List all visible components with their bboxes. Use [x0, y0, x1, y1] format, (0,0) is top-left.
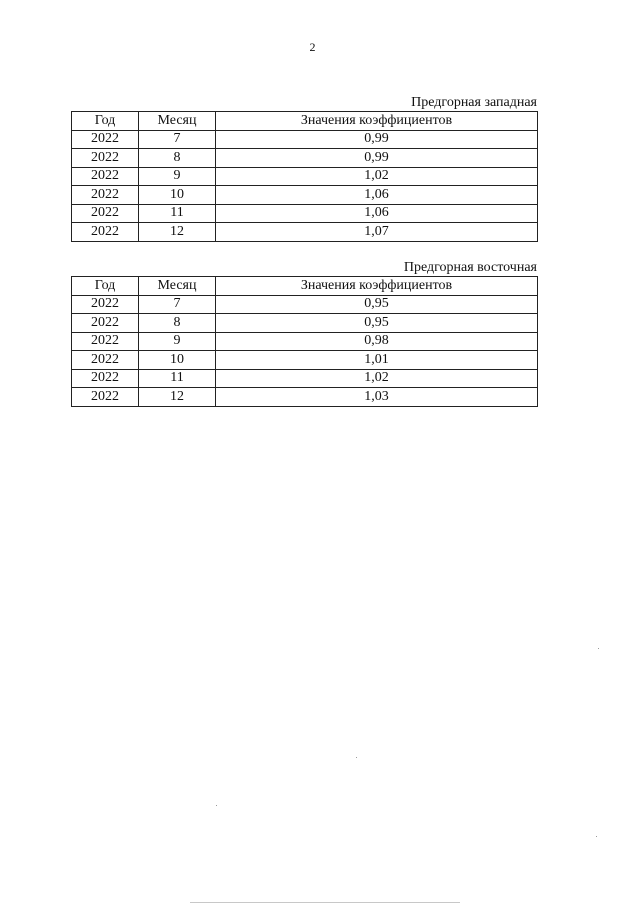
cell-value: 0,99 [216, 149, 538, 168]
bottom-edge-line [190, 902, 460, 903]
table-row [72, 351, 538, 370]
cell-year: 2022 [72, 314, 139, 333]
cell-year: 2022 [72, 167, 139, 186]
cell-value: 0,95 [216, 314, 538, 333]
coefficients-table [71, 276, 538, 407]
cell-year: 2022 [72, 223, 139, 242]
table-section-east [71, 260, 537, 407]
cell-value: 0,99 [216, 130, 538, 149]
cell-month: 11 [139, 204, 216, 223]
table-row [72, 186, 538, 205]
column-header-year: Год [72, 277, 139, 296]
scan-speck [216, 805, 217, 806]
cell-month: 7 [139, 130, 216, 149]
scan-speck [356, 757, 357, 758]
page-number: 2 [309, 40, 316, 54]
column-header-year: Год [72, 112, 139, 131]
cell-value: 1,02 [216, 369, 538, 388]
table-section-west [71, 95, 537, 242]
table-row [72, 388, 538, 407]
cell-year: 2022 [72, 369, 139, 388]
cell-value: 0,98 [216, 332, 538, 351]
table-row [72, 130, 538, 149]
cell-month: 12 [139, 388, 216, 407]
table-header-row [72, 112, 538, 131]
cell-year: 2022 [72, 388, 139, 407]
cell-month: 9 [139, 332, 216, 351]
cell-value: 1,06 [216, 204, 538, 223]
coefficients-table [71, 111, 538, 242]
cell-month: 12 [139, 223, 216, 242]
cell-year: 2022 [72, 186, 139, 205]
cell-month: 7 [139, 295, 216, 314]
table-row [72, 332, 538, 351]
cell-year: 2022 [72, 149, 139, 168]
table-title: Предгорная восточная [403, 260, 537, 275]
cell-value: 1,02 [216, 167, 538, 186]
table-row [72, 369, 538, 388]
cell-month: 8 [139, 149, 216, 168]
cell-month: 8 [139, 314, 216, 333]
cell-month: 11 [139, 369, 216, 388]
cell-value: 1,01 [216, 351, 538, 370]
cell-year: 2022 [72, 332, 139, 351]
table-row [72, 223, 538, 242]
table-row [72, 314, 538, 333]
scan-speck [596, 836, 597, 837]
cell-year: 2022 [72, 204, 139, 223]
cell-value: 1,07 [216, 223, 538, 242]
cell-value: 0,95 [216, 295, 538, 314]
column-header-value: Значения коэффициентов [216, 112, 538, 131]
column-header-month: Месяц [139, 277, 216, 296]
column-header-month: Месяц [139, 112, 216, 131]
cell-value: 1,03 [216, 388, 538, 407]
cell-month: 9 [139, 167, 216, 186]
table-row [72, 295, 538, 314]
cell-month: 10 [139, 351, 216, 370]
table-title: Предгорная западная [411, 95, 537, 110]
cell-month: 10 [139, 186, 216, 205]
cell-year: 2022 [72, 130, 139, 149]
cell-year: 2022 [72, 351, 139, 370]
table-header-row [72, 277, 538, 296]
scan-speck [598, 648, 599, 649]
cell-value: 1,06 [216, 186, 538, 205]
table-row [72, 204, 538, 223]
table-row [72, 167, 538, 186]
column-header-value: Значения коэффициентов [216, 277, 538, 296]
cell-year: 2022 [72, 295, 139, 314]
table-row [72, 149, 538, 168]
